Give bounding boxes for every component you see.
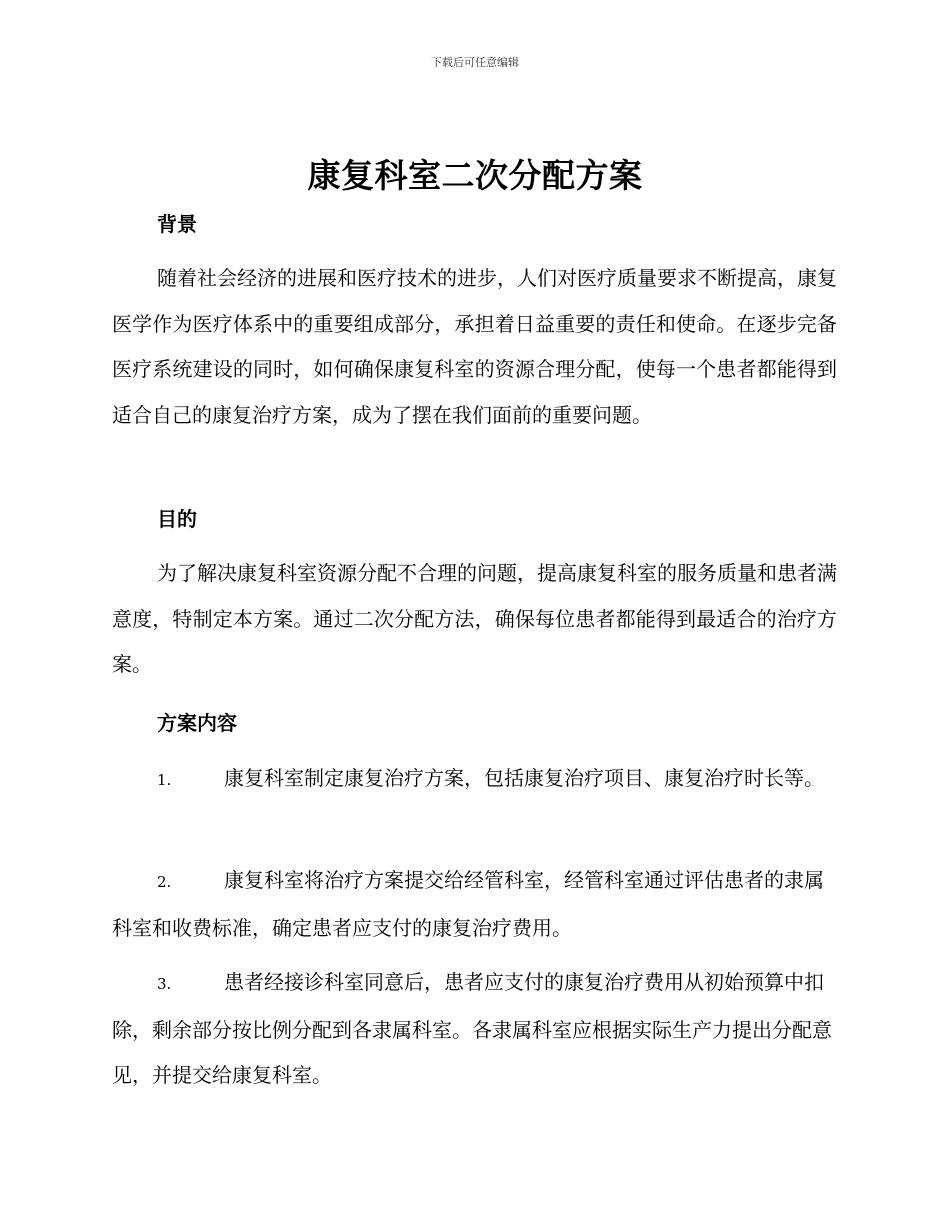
background-paragraph: 随着社会经济的进展和医疗技术的进步，人们对医疗质量要求不断提高，康复医学作为医疗体系中的重要组成部分，承担着日益重要的责任和使命。在逐步完备医疗系统建设的同时，如何确保康复科室的资源合理分配，使每一个患者都能得到适合自己的康复治疗方案，成为了摆在我们面前的重要问题。 (112, 266, 837, 427)
section-heading-content: 方案内容 (157, 711, 237, 735)
section-heading-purpose: 目的 (157, 507, 197, 531)
list-item-text: 患者经接诊科室同意后，患者应支付的康复治疗费用从初始预算中扣除，剩余部分按比例分配到各隶属科室。各隶属科室应根据实际生产力提出分配意见，并提交给康复科室。 (112, 970, 832, 1087)
list-item (112, 858, 837, 951)
list-item-text: 康复科室将治疗方案提交给经管科室，经管科室通过评估患者的隶属科室和收费标准，确定患者应支付的康复治疗费用。 (112, 868, 824, 940)
list-item-number: 1. (157, 771, 172, 789)
list-item (112, 960, 837, 1099)
page-header-note: 下载后可任意编辑 (431, 56, 519, 69)
document-title: 康复科室二次分配方案 (307, 156, 643, 195)
purpose-paragraph: 为了解决康复科室资源分配不合理的问题，提高康复科室的服务质量和患者满意度，特制定本方案。通过二次分配方法，确保每位患者都能得到最适合的治疗方案。 (112, 561, 837, 676)
list-item-number: 3. (157, 975, 172, 993)
list-item-number: 2. (157, 873, 172, 891)
list-item-text: 康复科室制定康复治疗方案，包括康复治疗项目、康复治疗时长等。 (224, 766, 824, 790)
section-heading-background: 背景 (157, 212, 197, 236)
list-item (112, 756, 837, 804)
